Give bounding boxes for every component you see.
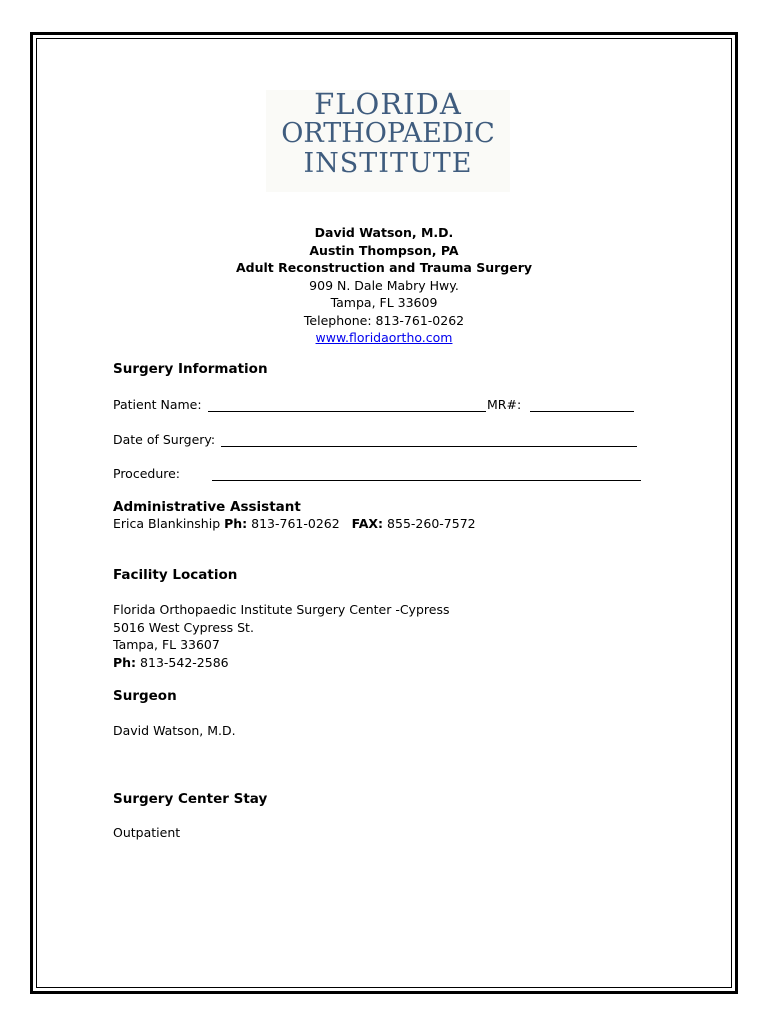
doctor-name: David Watson, M.D. xyxy=(314,225,454,240)
mr-number-field[interactable] xyxy=(530,411,634,412)
surgery-center-stay-value: Outpatient xyxy=(113,825,181,840)
florida-orthopaedic-institute-logo xyxy=(266,87,510,192)
facility-address xyxy=(113,601,449,671)
assistant-name: Erica Blankinship xyxy=(113,516,221,531)
practice-header xyxy=(0,224,768,347)
surgeon-name: David Watson, M.D. xyxy=(113,723,236,738)
address-line-1: 909 N. Dale Mabry Hwy. xyxy=(309,277,459,293)
address-line-2: Tampa, FL 33609 xyxy=(330,295,438,310)
specialty: Adult Reconstruction and Trauma Surgery xyxy=(235,260,533,275)
facility-street: 5016 West Cypress St. xyxy=(113,619,254,635)
administrative-assistant-heading: Administrative Assistant xyxy=(113,499,301,515)
surgeon-heading: Surgeon xyxy=(113,688,177,704)
fax-label: FAX: xyxy=(351,516,384,531)
telephone: Telephone: 813-761-0262 xyxy=(303,312,465,328)
website-link[interactable]: www.floridaortho.com xyxy=(315,330,453,345)
procedure-field[interactable] xyxy=(212,480,641,481)
assistant-contact-line xyxy=(113,516,476,531)
facility-location-heading: Facility Location xyxy=(113,567,238,583)
date-of-surgery-label: Date of Surgery: xyxy=(113,432,216,447)
logo-line-3: INSTITUTE xyxy=(303,148,473,179)
assistant-phone: 813-761-0262 xyxy=(251,516,340,531)
facility-name: Florida Orthopaedic Institute Surgery Center -Cypress xyxy=(113,602,450,617)
pa-name: Austin Thompson, PA xyxy=(309,242,459,258)
facility-city: Tampa, FL 33607 xyxy=(113,637,220,652)
surgery-information-heading: Surgery Information xyxy=(113,361,268,377)
patient-name-field[interactable] xyxy=(208,411,486,412)
mr-label: MR#: xyxy=(487,397,522,412)
patient-name-label: Patient Name: xyxy=(113,397,202,412)
phone-label: Ph: xyxy=(224,516,248,531)
assistant-fax: 855-260-7572 xyxy=(387,516,476,531)
facility-phone-line xyxy=(113,654,449,672)
date-of-surgery-field[interactable] xyxy=(221,446,637,447)
logo-line-1: FLORIDA xyxy=(314,87,462,121)
procedure-label: Procedure: xyxy=(113,466,181,481)
logo-line-2: ORTHOPAEDIC xyxy=(281,118,495,149)
surgery-center-stay-heading: Surgery Center Stay xyxy=(113,791,268,807)
facility-phone: 813-542-2586 xyxy=(140,654,229,670)
facility-phone-label: Ph: xyxy=(113,654,137,670)
